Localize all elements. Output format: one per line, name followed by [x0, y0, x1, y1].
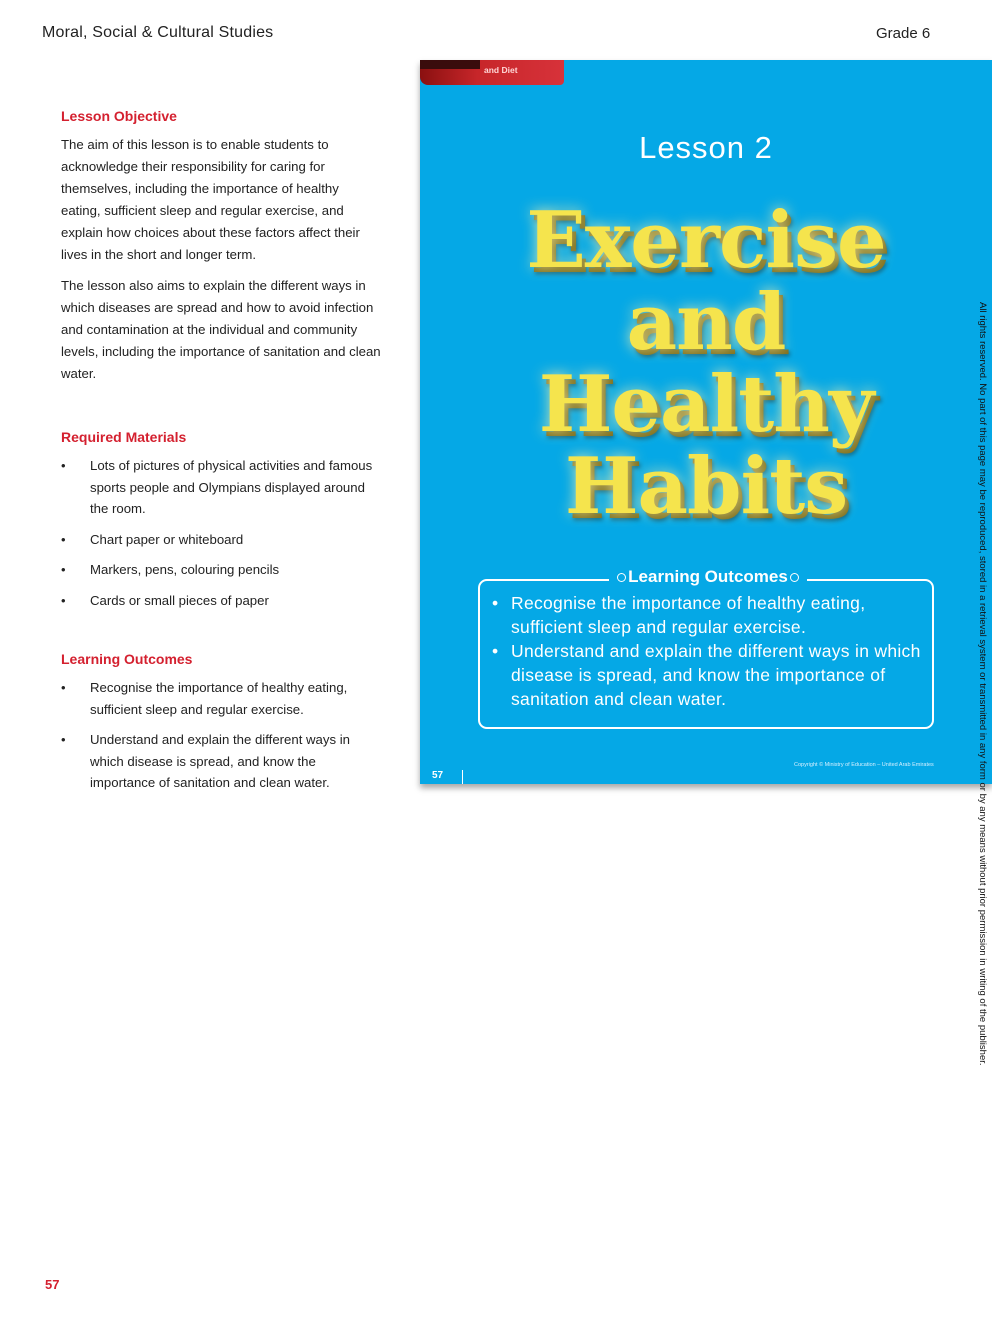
list-item: • Cards or small pieces of paper	[61, 590, 381, 612]
objective-section	[61, 108, 381, 385]
chapter-tab-shade	[420, 60, 480, 69]
bullet-icon: •	[61, 732, 66, 747]
bullet-icon: •	[492, 593, 499, 613]
materials-list	[61, 455, 381, 611]
cover-title	[420, 195, 992, 532]
lesson-cover-image	[420, 60, 992, 784]
bullet-icon: •	[492, 641, 499, 661]
cover-title-line: Habits	[564, 441, 848, 532]
objective-title: Lesson Objective	[61, 108, 177, 124]
page-number: 57	[45, 1277, 60, 1292]
list-item: • Lots of pictures of physical activities and famous sports people and Olympians displayed around the room.	[61, 455, 381, 520]
header-grade: Grade 6	[876, 25, 931, 42]
materials-section	[61, 429, 381, 611]
list-item: • Recognise the importance of healthy eating, sufficient sleep and regular exercise.	[61, 677, 381, 720]
cover-title-line: Exercise	[526, 195, 886, 286]
list-item: • Understand and explain the different ways in which disease is spread, and know the importance of sanitation and clean water.	[492, 641, 921, 709]
list-item: • Markers, pens, colouring pencils	[61, 559, 381, 581]
cover-outcomes-list	[492, 591, 922, 711]
ring-icon	[617, 573, 626, 582]
outcomes-list	[61, 677, 381, 794]
outcomes-section	[61, 651, 381, 794]
bullet-icon: •	[61, 531, 66, 547]
list-item: • Understand and explain the different ways in which disease is spread, and know the importance of sanitation and clean water.	[61, 729, 381, 794]
cover-divider	[462, 770, 463, 784]
cover-outcomes-heading: Learning Outcomes	[480, 567, 936, 587]
objective-paragraph: The lesson also aims to explain the different ways in which diseases are spread and how to avoid infection and contamination at the individual and community levels, including the importance of sanitation and clean water.	[61, 278, 381, 381]
objective-paragraph: The aim of this lesson is to enable students to acknowledge their responsibility for caring for themselves, including the importance of healthy eating, sufficient sleep and regular exercise, and explain how choices about these factors affect their lives in the short and longer term.	[61, 137, 360, 262]
cover-title-line: Healthy	[538, 359, 874, 450]
cover-outcomes-box	[478, 567, 934, 729]
chapter-tab-label: and Diet	[484, 65, 518, 75]
outcomes-title: Learning Outcomes	[61, 651, 193, 667]
bullet-icon: •	[61, 680, 66, 695]
cover-title-line: and	[626, 277, 786, 368]
bullet-icon: •	[61, 562, 66, 577]
cover-copyright: Copyright © Ministry of Education – United Arab Emirates	[794, 762, 934, 768]
lesson-notes-column	[61, 108, 381, 803]
ring-icon	[790, 573, 799, 582]
bullet-icon: •	[61, 458, 66, 473]
header-subject: Moral, Social & Cultural Studies	[42, 24, 274, 41]
list-item: • Recognise the importance of healthy eating, sufficient sleep and regular exercise.	[492, 593, 866, 637]
cover-page-number: 57	[432, 770, 444, 781]
bullet-icon: •	[61, 592, 66, 608]
list-item: • Chart paper or whiteboard	[61, 529, 381, 551]
cover-lesson-label: Lesson 2	[639, 130, 773, 165]
rights-notice: All rights reserved. No part of this page may be reproduced, stored in a retrieval system or transmitted in any form or by any means without prior permission in writing of the publisher.	[977, 302, 988, 1066]
materials-title: Required Materials	[61, 429, 187, 445]
